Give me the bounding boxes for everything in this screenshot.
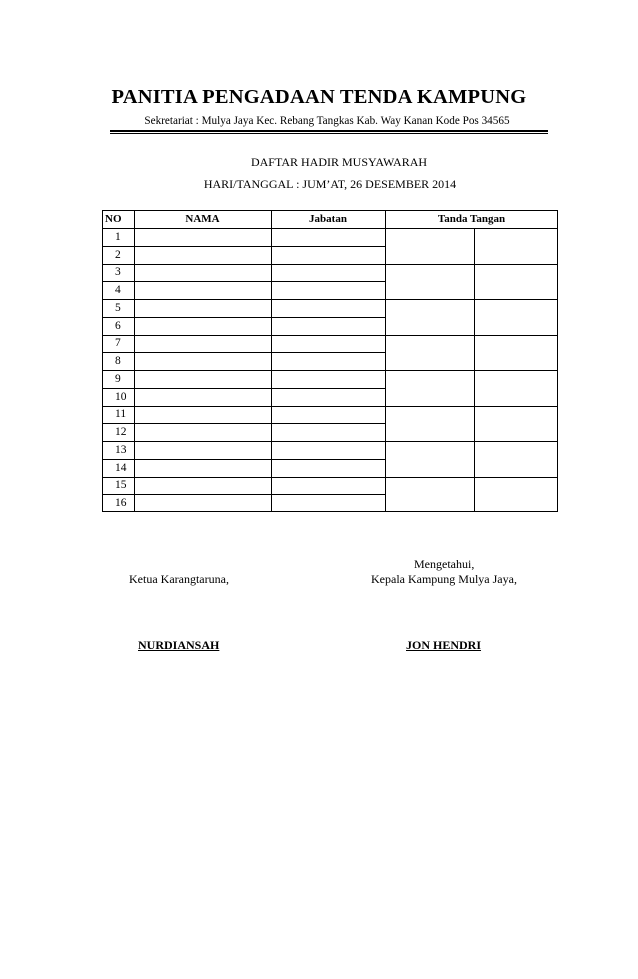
attendance-table xyxy=(102,210,558,512)
row-number: 16 xyxy=(115,497,127,510)
signature-row-divider xyxy=(385,406,558,407)
left-signer-name: NURDIANSAH xyxy=(138,638,220,652)
row-divider xyxy=(102,477,385,478)
col-divider-jabatan xyxy=(385,210,386,512)
right-signer-role: Kepala Kampung Mulya Jaya, xyxy=(371,572,517,586)
table-border-bottom xyxy=(102,511,558,512)
row-divider xyxy=(102,441,385,442)
row-number: 6 xyxy=(115,319,121,332)
row-number: 13 xyxy=(115,443,127,456)
signature-row-divider xyxy=(385,335,558,336)
row-number: 11 xyxy=(115,408,127,421)
row-number: 3 xyxy=(115,266,121,279)
row-divider xyxy=(102,370,385,371)
row-divider xyxy=(102,388,385,389)
row-divider xyxy=(102,299,385,300)
signature-row-divider xyxy=(385,477,558,478)
table-border-top xyxy=(102,210,558,211)
col-divider-nama xyxy=(271,210,272,512)
header-jabatan: Jabatan xyxy=(309,213,347,225)
header-tanda-tangan: Tanda Tangan xyxy=(437,213,506,225)
row-divider xyxy=(102,494,385,495)
signature-row-divider xyxy=(385,264,558,265)
signature-row-divider xyxy=(385,441,558,442)
header-rule-thin xyxy=(110,133,548,134)
row-number: 14 xyxy=(115,461,127,474)
signature-row-divider xyxy=(385,370,558,371)
row-divider xyxy=(102,406,385,407)
row-divider xyxy=(102,459,385,460)
header-no: NO xyxy=(105,213,122,225)
row-divider xyxy=(102,423,385,424)
row-number: 4 xyxy=(115,284,121,297)
table-border-left xyxy=(102,210,103,512)
row-number: 2 xyxy=(115,248,121,261)
left-signer-role: Ketua Karangtaruna, xyxy=(129,572,229,586)
row-divider xyxy=(102,317,385,318)
row-number: 10 xyxy=(115,390,127,403)
row-number: 1 xyxy=(115,230,121,243)
row-number: 9 xyxy=(115,372,121,385)
row-number: 7 xyxy=(115,337,121,350)
table-border-right xyxy=(557,210,558,512)
row-number: 15 xyxy=(115,479,127,492)
row-divider xyxy=(102,352,385,353)
header-nama: NAMA xyxy=(185,213,220,225)
table-header-divider xyxy=(102,228,558,229)
row-number: 8 xyxy=(115,355,121,368)
organization-title: PANITIA PENGADAAN TENDA KAMPUNG xyxy=(111,86,527,108)
date-line: HARI/TANGGAL : JUM’AT, 26 DESEMBER 2014 xyxy=(203,177,457,191)
row-number: 5 xyxy=(115,301,121,314)
document-title: DAFTAR HADIR MUSYAWARAH xyxy=(250,155,428,169)
row-divider xyxy=(102,281,385,282)
row-divider xyxy=(102,246,385,247)
row-divider xyxy=(102,335,385,336)
row-number: 12 xyxy=(115,426,127,439)
signature-row-divider xyxy=(385,299,558,300)
organization-address: Sekretariat : Mulya Jaya Kec. Rebang Tangkas Kab. Way Kanan Kode Pos 34565 xyxy=(144,115,510,127)
row-divider xyxy=(102,264,385,265)
col-divider-no xyxy=(134,210,135,512)
acknowledged-label: Mengetahui, xyxy=(414,557,475,571)
right-signer-name: JON HENDRI xyxy=(406,638,482,652)
header-rule-thick xyxy=(110,130,548,132)
